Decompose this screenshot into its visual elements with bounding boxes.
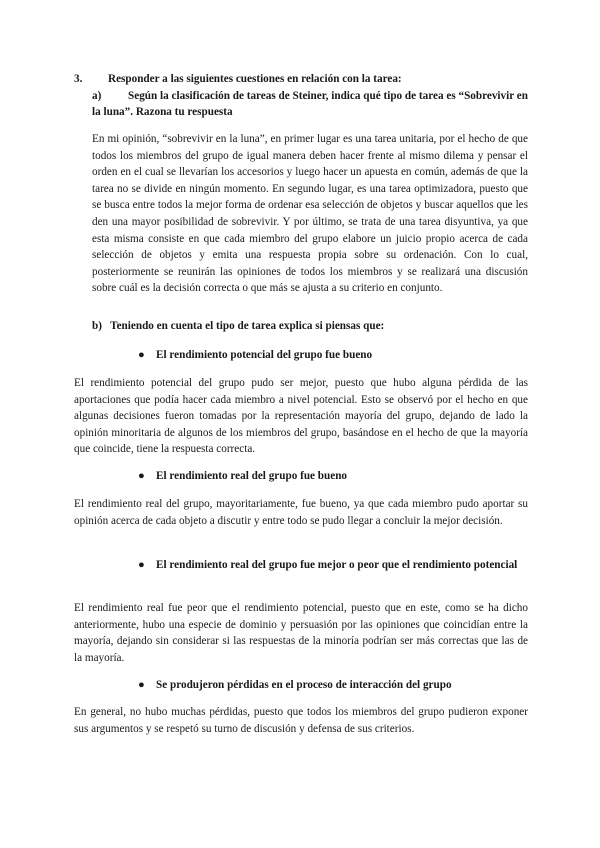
question-a-label: a) <box>92 90 102 102</box>
section-3-heading-text: El rendimiento real del grupo fue mejor o peor que el rendimiento potencial <box>156 559 518 571</box>
question-a <box>92 89 528 120</box>
section-4-heading <box>138 679 452 691</box>
section-3-body: El rendimiento real fue peor que el rendimiento potencial, puesto que en este, como se ha dicho anteriormente, hubo una especie de dominio y persuasión por las opiniones que coincidían entre la mayoría, dejando sin considerar si las respuestas de la minoría podrían ser más correctas que las de la mayoría. <box>74 602 528 664</box>
section-4-heading-text: Se produjeron pérdidas en el proceso de interacción del grupo <box>156 679 452 691</box>
bullet-icon: ● <box>138 679 145 691</box>
section-1-body: El rendimiento potencial del grupo pudo ser mejor, puesto que hubo alguna pérdida de las aportaciones que podía hacer cada miembro a nivel potencial. Esto se observó por el hecho en que algunas decisiones fueron tomadas por la representación mayoría del grupo, dejando de lado la opinión minoritaria de algunos de los miembros del grupo, basándose en el hecho de que la mayoría que coincide, tiene la respuesta correcta. <box>74 377 528 456</box>
bullet-icon: ● <box>138 559 145 571</box>
bullet-icon: ● <box>138 349 145 361</box>
section-1-heading <box>138 349 372 361</box>
section-2-heading-text: El rendimiento real del grupo fue bueno <box>156 470 348 482</box>
question-3-number: 3. <box>74 73 83 85</box>
section-4-body: En general, no hubo muchas pérdidas, puesto que todos los miembros del grupo pudieron exponer sus argumentos y se respetó su turno de discusión y defensa de sus criterios. <box>74 706 528 735</box>
section-2-heading <box>138 470 347 482</box>
question-a-text: Según la clasificación de tareas de Steiner, indica qué tipo de tarea es “Sobrevivir en la luna”. Razona tu respuesta <box>92 90 528 118</box>
section-1-heading-text: El rendimiento potencial del grupo fue bueno <box>156 349 373 361</box>
question-b-text: Teniendo en cuenta el tipo de tarea explica si piensas que: <box>110 320 385 332</box>
answer-a-paragraph: En mi opinión, “sobrevivir en la luna”, en primer lugar es una tarea unitaria, por el hecho de que todos los miembros del grupo de igual manera deben hacer frente al mismo dilema y pensar el orden en el cual se llevarían los accesorios y luego hacer un apuesta en común, además de que la tarea no se divide en ningún momento. En segundo lugar, es una tarea optimizadora, puesto que se busca entre todos la mejor forma de ordenar esa selección de objetos y buscar aquellos que les den una mayor posibilidad de sobrevivir. Y por último, se trata de una tarea disyuntiva, ya que esta misma consiste en que cada miembro del grupo elabore un juicio propio acerca de cada selección de objetos y emita una respuesta propia sobre su ordenación. Con lo cual, posteriormente se reunirán las opiniones de todos los miembros y se realizará una discusión sobre cuál es la decisión correcta o que más se ajusta a su criterio en conjunto. <box>92 133 528 295</box>
section-2-body: El rendimiento real del grupo, mayoritariamente, fue bueno, ya que cada miembro pudo aportar su opinión acerca de cada objeto a discutir y entre todo se pudo llegar a concluir la mejor decisión. <box>74 498 528 527</box>
question-b <box>92 320 384 332</box>
section-3-heading <box>138 558 546 574</box>
bullet-icon: ● <box>138 470 145 482</box>
question-3-text: Responder a las siguientes cuestiones en relación con la tarea: <box>108 73 402 85</box>
question-b-label: b) <box>92 320 102 332</box>
